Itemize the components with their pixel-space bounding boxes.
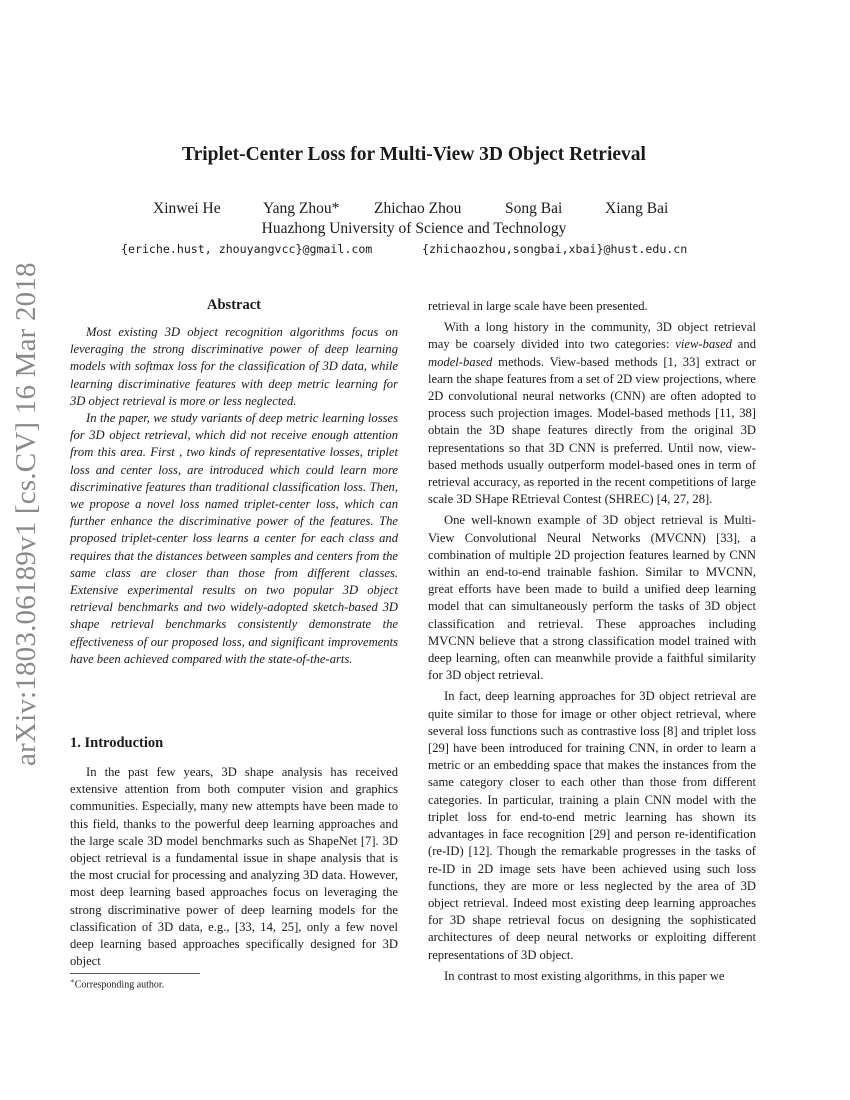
abstract-heading: Abstract [207,297,261,313]
abstract-paragraph: Most existing 3D object recognition algorithms focus on leveraging the strong discriminative power of deep learning models with softmax loss for the classification of 3D data, while learning discriminative features with deep metric learning for 3D object retrieval is more or less neglected. [70,325,398,408]
footnote-text: Corresponding author. [74,979,165,991]
abstract-paragraph: In the paper, we study variants of deep metric learning losses for 3D object retrieval, which did not receive enough attention from this area. First , two kinds of representative losses, triplet loss and center loss, are introduced which could learn more discriminative features than traditional classification loss. Then, we propose a novel loss named triplet-center loss, which can further enhance the discriminative power of the features. The proposed triplet-center loss learns a center for each class and requires that the distances between samples and centers from the same class are closer than those from different classes. Extensive experimental results on two popular 3D object retrieval benchmarks and two widely-adopted sketch-based 3D shape retrieval benchmarks consistently demonstrate the effectiveness of our proposed loss, and significant improvements have been achieved compared with the state-of-the-arts. [70,411,398,666]
abstract-body [70,324,398,668]
email-address: {eriche.hust, zhouyangvcc}@gmail.com [121,242,373,256]
author-name: Yang Zhou* [263,200,340,217]
footnote-divider [70,973,200,974]
paper-title: Triplet-Center Loss for Multi-View 3D Object Retrieval [182,144,646,165]
emphasis: view-based [675,337,732,352]
author-name: Song Bai [505,200,563,217]
continued-paragraph: retrieval in large scale have been presented. [428,299,648,313]
emphasis: model-based [428,354,493,369]
text-run: With a long history in the community, 3D object retrieval may be coarsely divided into two categories: [428,320,756,352]
body-paragraph [428,319,756,508]
footnote-marker: ∗ [70,977,75,985]
body-paragraph: In contrast to most existing algorithms, in this paper we [444,968,725,983]
body-paragraph: In fact, deep learning approaches for 3D object retrieval are quite similar to those for image or other object retrieval, where several loss functions such as contrastive loss [8] and triplet loss [29] have been introduced for training CNN, in order to learn a metric or an embedding space that makes the instances from the same category closer to each other than those from different categories. In particular, training a plain CNN model with the triplet loss for end-to-end metric learning has shown its advantages in face recognition [29] and person re-identification (re-ID) [12]. Though the remarkable progresses in the tasks of re-ID in 2D image sets have been achieved using such loss functions, they are more or less neglected by the area of 3D object retrieval. Indeed most existing deep learning approaches for 3D shape retrieval focus on designing the sophisticated architectures of deep neural networks or exploiting different representations of 3D object. [428,689,756,962]
author-name: Xiang Bai [605,200,669,217]
intro-paragraph: In the past few years, 3D shape analysis has received extensive attention from both computer vision and graphics communities. Especially, many new attempts have been made to this field, thanks to the powerful deep learning approaches and the large scale 3D model benchmarks such as ShapeNet [7]. 3D object retrieval is a fundamental issue in shape analysis that is the most crucial for processing and analyzing 3D data. However, most deep learning based approaches focus on leveraging the strong discriminative power of deep learning models for the classification of 3D data, e.g., [33, 14, 25], only a few novel deep learning based approaches specifically designed for 3D object [70,765,398,969]
footnote [70,977,164,990]
body-paragraph: One well-known example of 3D object retrieval is Multi-View Convolutional Neural Networks (MVCNN) [33], a combination of multiple 2D projection features learned by CNN within an end-to-end trainable fashion. Similar to MVCNN, great efforts have been made to build a unified deep learning model that can simultaneously perform the tasks of 3D object classification and retrieval. These approaches including MVCNN believe that a strong classification model trained with deep learning, often can meanwhile provide a faithful similarity for 3D object retrieval. [428,513,756,683]
arxiv-identifier: arXiv:1803.06189v1 [cs.CV] 16 Mar 2018 [10,262,42,766]
author-name: Xinwei He [153,200,221,217]
affiliation: Huazhong University of Science and Technology [261,220,567,237]
author-name: Zhichao Zhou [374,200,462,217]
text-run: and [731,337,756,352]
text-run: methods. View-based methods [1, 33] extract or learn the shape features from a set of 2D view projections, where 2D convolutional neural networks (CNN) are often adopted to process such projection images. Model-based methods [11, 38] obtain the 3D shape features directly from the original 3D representations so that 3D CNN is preferred. Until now, view-based methods usually outperform model-based ones in term of retrieval accuracy, as reported in the recent competitions of large scale 3D SHape REtrieval Contest (SHREC) [4, 27, 28]. [428,354,757,507]
email-address: {zhichaozhou,songbai,xbai}@hust.edu.cn [422,242,688,256]
right-column [428,298,756,985]
section-heading: 1. Introduction [70,735,164,751]
intro-body [70,764,398,970]
author-list [153,200,683,220]
